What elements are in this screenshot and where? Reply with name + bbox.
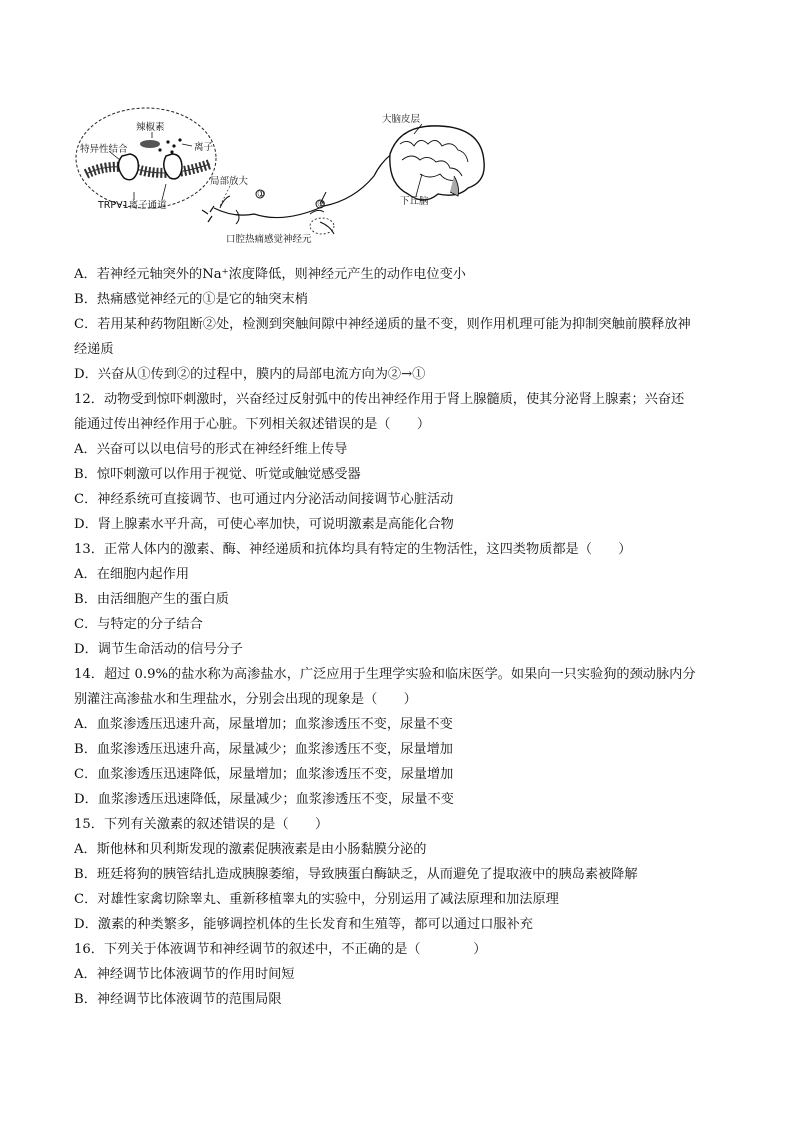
q16-option-a: A．神经调节比体液调节的作用时间短 [74, 967, 295, 982]
svg-text:离子: 离子 [194, 142, 214, 153]
q12-option-c: C．神经系统可直接调节、也可通过内分泌活动间接调节心脏活动 [74, 492, 454, 507]
q14-option-b: B．血浆渗透压迅速升高，尿量减少；血浆渗透压不变，尿量增加 [74, 742, 453, 757]
neuron-figure [70, 104, 490, 256]
neuron-diagram [70, 104, 490, 256]
q13-option-b: B．由活细胞产生的蛋白质 [74, 592, 229, 607]
q13-stem: 13．正常人体内的激素、酶、神经递质和抗体均具有特定的生物活性，这四类物质都是（ ） [74, 542, 632, 557]
q16-option-b: B．神经调节比体液调节的范围局限 [74, 992, 282, 1007]
q13-option-c: C．与特定的分子结合 [74, 617, 203, 632]
q11-option-a: A．若神经元轴突外的Na⁺浓度降低，则神经元产生的动作电位变小 [74, 267, 466, 282]
q11-option-c: C．若用某种药物阻断②处，检测到突触间隙中神经递质的量不变，则作用机理可能为抑制突触前膜释放神 [74, 317, 691, 332]
svg-text:下丘脑: 下丘脑 [400, 196, 429, 207]
question-content [74, 262, 722, 1012]
q15-stem: 15．下列有关激素的叙述错误的是（ ） [74, 817, 329, 832]
channel-left [118, 154, 138, 180]
q12-option-b: B．惊吓刺激可以作用于视觉、听觉或触觉感受器 [74, 467, 361, 482]
q11-option-c-cont: 经递质 [74, 342, 114, 357]
q14-stem-1: 14．超过 0.9%的盐水称为高渗盐水，广泛应用于生理学实验和临床医学。如果向一只实验狗的颈动脉内分 [74, 667, 696, 682]
q12-stem-2: 能通过传出神经作用于心脏。下列相关叙述错误的是（ ） [74, 417, 431, 432]
q12-option-a: A．兴奋可以以电信号的形式在神经纤维上传导 [74, 442, 348, 457]
svg-text:口腔热痛感觉神经元: 口腔热痛感觉神经元 [226, 234, 312, 245]
svg-text:TRPV1离子通道: TRPV1离子通道 [98, 200, 167, 211]
svg-text:大脑皮层: 大脑皮层 [382, 114, 421, 125]
q11-option-d: D．兴奋从①传到②的过程中，膜内的局部电流方向为②→① [74, 367, 426, 382]
svg-text:特异性结合: 特异性结合 [80, 144, 128, 155]
q12-option-d: D．肾上腺素水平升高，可使心率加快，可说明激素是高能化合物 [74, 517, 454, 532]
q15-option-b: B．班廷将狗的胰管结扎造成胰腺萎缩，导致胰蛋白酶缺乏，从而避免了提取液中的胰岛素被降解 [74, 867, 638, 882]
q14-option-c: C．血浆渗透压迅速降低，尿量增加；血浆渗透压不变，尿量增加 [74, 767, 454, 782]
svg-text:局部放大: 局部放大 [210, 176, 249, 187]
q14-option-a: A．血浆渗透压迅速升高，尿量增加；血浆渗透压不变，尿量不变 [74, 717, 453, 732]
q13-option-d: D．调节生命活动的信号分子 [74, 642, 243, 657]
q12-stem-1: 12．动物受到惊吓刺激时，兴奋经过反射弧中的传出神经作用于肾上腺髓质，使其分泌肾上腺素；兴奋还 [74, 392, 685, 407]
svg-text:辣椒素: 辣椒素 [136, 122, 165, 133]
svg-text:①: ① [257, 189, 266, 200]
svg-text:②: ② [317, 199, 326, 210]
q14-option-d: D．血浆渗透压迅速降低，尿量减少；血浆渗透压不变，尿量不变 [74, 792, 454, 807]
q16-stem: 16．下列关于体液调节和神经调节的叙述中，不正确的是（ ） [74, 942, 487, 957]
q13-option-a: A．在细胞内起作用 [74, 567, 190, 582]
q11-option-b: B．热痛感觉神经元的①是它的轴突末梢 [74, 292, 308, 307]
q15-option-c: C．对雄性家禽切除睾丸、重新移植睾丸的实验中，分别运用了减法原理和加法原理 [74, 892, 559, 907]
capsaicin-molecule [140, 140, 160, 148]
channel-right [164, 154, 182, 179]
brain [390, 126, 484, 200]
q14-stem-2: 别灌注高渗盐水和生理盐水，分别会出现的现象是（ ） [74, 692, 417, 707]
q15-option-a: A．斯他林和贝利斯发现的激素促胰液素是由小肠黏膜分泌的 [74, 842, 427, 857]
q15-option-d: D．激素的种类繁多，能够调控机体的生长发育和生殖等，都可以通过口服补充 [74, 917, 533, 932]
